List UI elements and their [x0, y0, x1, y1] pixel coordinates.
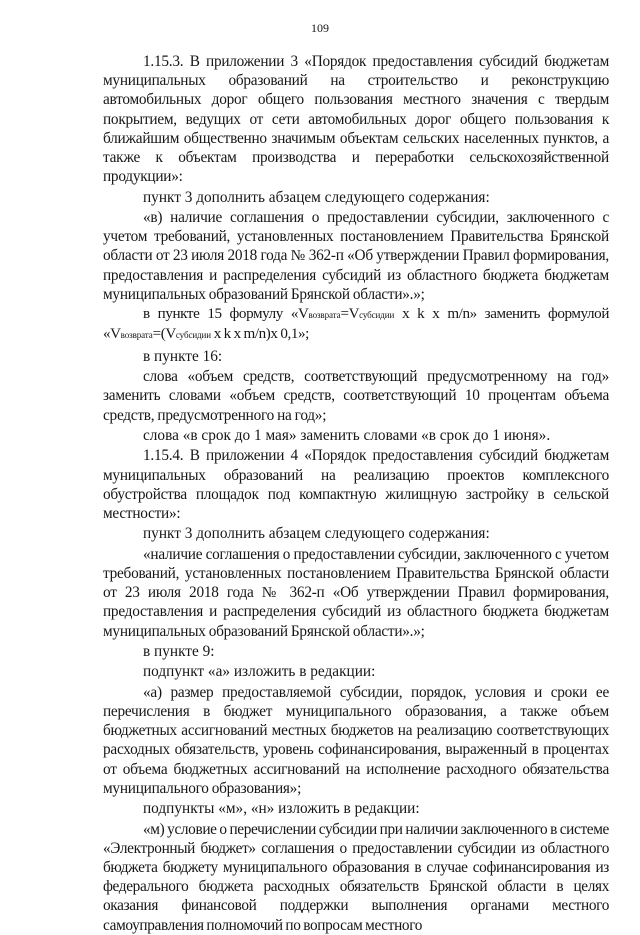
paragraph-item16: в пункте 16: — [143, 347, 223, 365]
paragraph-words-volume: слова «объем средств, соответствующий предусмотренному на год» заменить словами «объем средств, соответствующий 10 процентам объема средств, предусмотренного на год»; — [103, 368, 609, 424]
paragraph-subitems-m-n-edit: подпункты «м», «н» изложить в редакции: — [143, 800, 420, 818]
paragraph-words-deadline: слова «в срок до 1 мая» заменить словами «в срок до 1 июня». — [143, 426, 551, 444]
paragraph-agreement-v: «в) наличие соглашения о предоставлении субсидии, заключенного с учетом требований, установленных постановлением Правительства Брянской области от 23 июля 2018 года № 362-п «Об утверждении Правил формирования, предоставления и распределения субсидий из областного бюджета бюджетам муниципальных образований Брянской области».»; — [103, 209, 609, 303]
paragraph-subitem-a-edit: подпункт «а» изложить в редакции: — [143, 663, 376, 681]
page-number: 109 — [311, 21, 329, 35]
paragraph-subitem-m-text: «м) условие о перечислении субсидии при наличии заключенного в системе «Электронный бюджет» соглашения о предоставлении субсидии из областного бюджета бюджету муниципального образования в случае софинансирования из федерального бюджета расходных обязательств Брянской области в целях оказания финансовой поддержки выполнения органами местного самоуправления полномочий по вопросам местного — [103, 820, 609, 934]
paragraph-formula-item15: в пункте 15 формулу «Vвозврата=Vсубсидии x k x m/n» заменить формулой «Vвозврата=(Vсубсидии x k x m/n)x 0,1»; — [103, 306, 609, 343]
paragraph-subitem-a-text: «а) размер предоставляемой субсидии, порядок, условия и сроки ее перечисления в бюджет муниципального образования, а также объем бюджетных ассигнований местных бюджетов на реализацию соответствующих расходных обязательств, уровень софинансирования, выраженный в процентах от объема бюджетных ассигнований на исполнение расходного обязательства муниципального образования»; — [103, 683, 609, 797]
paragraph-item3-add-2: пункт 3 дополнить абзацем следующего содержания: — [143, 525, 490, 543]
paragraph-1-15-4: 1.15.4. В приложении 4 «Порядок предоставления субсидий бюджетам муниципальных образований на реализацию проектов комплексного обустройства площадок под компактную жилищную застройку в сельской местности»: — [103, 447, 609, 522]
paragraph-item9: в пункте 9: — [143, 642, 215, 660]
document-body — [103, 52, 609, 935]
paragraph-item3-add: пункт 3 дополнить абзацем следующего содержания: — [143, 188, 490, 206]
paragraph-agreement-2: «наличие соглашения о предоставлении субсидии, заключенного с учетом требований, установленных постановлением Правительства Брянской области от 23 июля 2018 года № 362-п «Об утверждении Правил формирования, предоставления и распределения субсидий из областного бюджета бюджетам муниципальных образований Брянской области».»; — [103, 545, 609, 640]
paragraph-1-15-3: 1.15.3. В приложении 3 «Порядок предоставления субсидий бюджетам муниципальных образований на строительство и реконструкцию автомобильных дорог общего пользования местного значения с твердым покрытием, ведущих от сети автомобильных дорог общего пользования к ближайшим общественно значимым объектам сельских населенных пунктов, а также к объектам производства и переработки сельскохозяйственной продукции»: — [103, 53, 609, 186]
